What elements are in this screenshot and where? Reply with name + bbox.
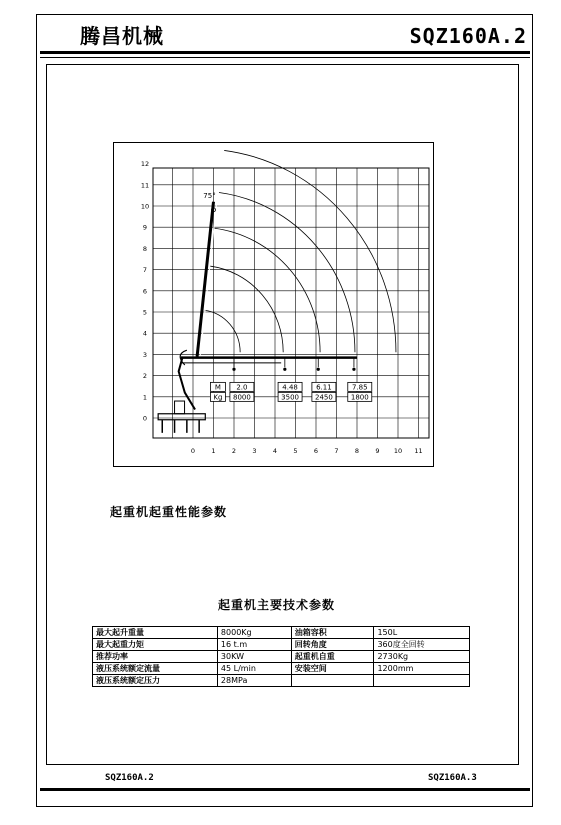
spec-value <box>374 675 470 687</box>
spec-row <box>93 627 470 639</box>
outrigger-base <box>158 414 205 420</box>
spec-key: 安装空间 <box>291 663 374 675</box>
spec-row <box>93 651 470 663</box>
spec-value: 150L <box>374 627 470 639</box>
spec-key: 最大起升重量 <box>93 627 218 639</box>
spec-key <box>291 675 374 687</box>
load-value-label: 3500 <box>281 393 299 402</box>
spec-key: 回转角度 <box>291 639 374 651</box>
y-tick-label: 1 <box>142 393 148 402</box>
spec-value: 45 L/min <box>217 663 291 675</box>
load-chart <box>113 142 434 467</box>
y-tick-label: 9 <box>142 223 148 232</box>
spec-value: 8000Kg <box>217 627 291 639</box>
lift-radius-arc <box>224 150 396 352</box>
spec-key: 推荐功率 <box>93 651 218 663</box>
x-tick-label: 10 <box>393 447 403 455</box>
load-radius-label: 4.48 <box>282 383 298 392</box>
load-radius-label: 6.11 <box>316 383 332 392</box>
y-tick-label: 10 <box>140 202 150 211</box>
spec-table <box>92 626 470 687</box>
y-tick-label: 3 <box>142 350 148 359</box>
spec-value: 1200mm <box>374 663 470 675</box>
x-tick-label: 8 <box>354 447 360 455</box>
load-value-label: 2450 <box>314 393 333 402</box>
spec-key: 液压系统额定流量 <box>93 663 218 675</box>
load-value-label: 1800 <box>350 393 369 402</box>
x-tick-label: 2 <box>231 447 237 455</box>
y-tick-label: 0 <box>142 414 148 423</box>
footer-right-code: SQZ160A.3 <box>428 773 477 783</box>
y-tick-label: 11 <box>140 181 150 190</box>
x-tick-label: 9 <box>375 447 380 455</box>
load-radius-label: 7.85 <box>351 383 368 392</box>
hook-point <box>283 368 286 371</box>
crane-column <box>179 357 195 410</box>
spec-value: 16 t.m <box>217 639 291 651</box>
model-code: SQZ160A.2 <box>409 24 527 48</box>
load-header-radius: M <box>214 383 221 392</box>
header-rule <box>40 51 530 54</box>
x-tick-label: 1 <box>211 447 216 455</box>
y-tick-label: 7 <box>142 266 148 275</box>
spec-key: 油箱容积 <box>291 627 374 639</box>
spec-key: 起重机自重 <box>291 651 374 663</box>
spec-row <box>93 675 470 687</box>
y-tick-label: 4 <box>142 329 148 338</box>
spec-value: 28MPa <box>217 675 291 687</box>
boom-angle-label: 75° <box>203 191 216 200</box>
lift-radius-arc <box>204 310 240 352</box>
x-tick-label: 5 <box>293 447 298 455</box>
x-tick-label: 6 <box>313 447 319 455</box>
spec-key: 最大起重力矩 <box>93 639 218 651</box>
base-block <box>175 401 185 414</box>
x-tick-label: 7 <box>334 447 339 455</box>
brand-title: 腾昌机械 <box>80 24 164 48</box>
x-tick-label: 11 <box>414 447 423 455</box>
lift-radius-arc <box>210 266 283 352</box>
spec-value: 360度全回转 <box>374 639 470 651</box>
footer-rule <box>40 788 530 791</box>
raised-boom-inner <box>200 204 216 357</box>
load-header-load: Kg <box>213 393 223 402</box>
x-tick-label: 0 <box>190 447 196 455</box>
x-tick-label: 3 <box>252 447 257 455</box>
load-value-label: 8000 <box>232 393 251 402</box>
y-tick-label: 6 <box>142 287 148 296</box>
x-tick-label: 4 <box>272 447 278 455</box>
y-tick-label: 5 <box>142 308 148 317</box>
hook-point <box>232 368 235 371</box>
spec-row <box>93 639 470 651</box>
spec-caption: 起重机主要技术参数 <box>218 598 336 612</box>
spec-row <box>93 663 470 675</box>
spec-key: 液压系统额定压力 <box>93 675 218 687</box>
header-rule-thin <box>40 57 530 58</box>
hook-point <box>317 368 320 371</box>
spec-value: 2730Kg <box>374 651 470 663</box>
lift-radius-arc <box>219 192 355 352</box>
y-tick-label: 8 <box>142 244 148 253</box>
hook-point <box>352 368 355 371</box>
y-tick-label: 2 <box>142 372 148 381</box>
y-tick-label: 12 <box>140 160 150 169</box>
chart-caption: 起重机起重性能参数 <box>110 505 228 519</box>
load-radius-label: 2.0 <box>236 383 248 392</box>
footer-left-code: SQZ160A.2 <box>105 773 154 783</box>
spec-value: 30KW <box>217 651 291 663</box>
lift-radius-arc <box>215 228 321 352</box>
